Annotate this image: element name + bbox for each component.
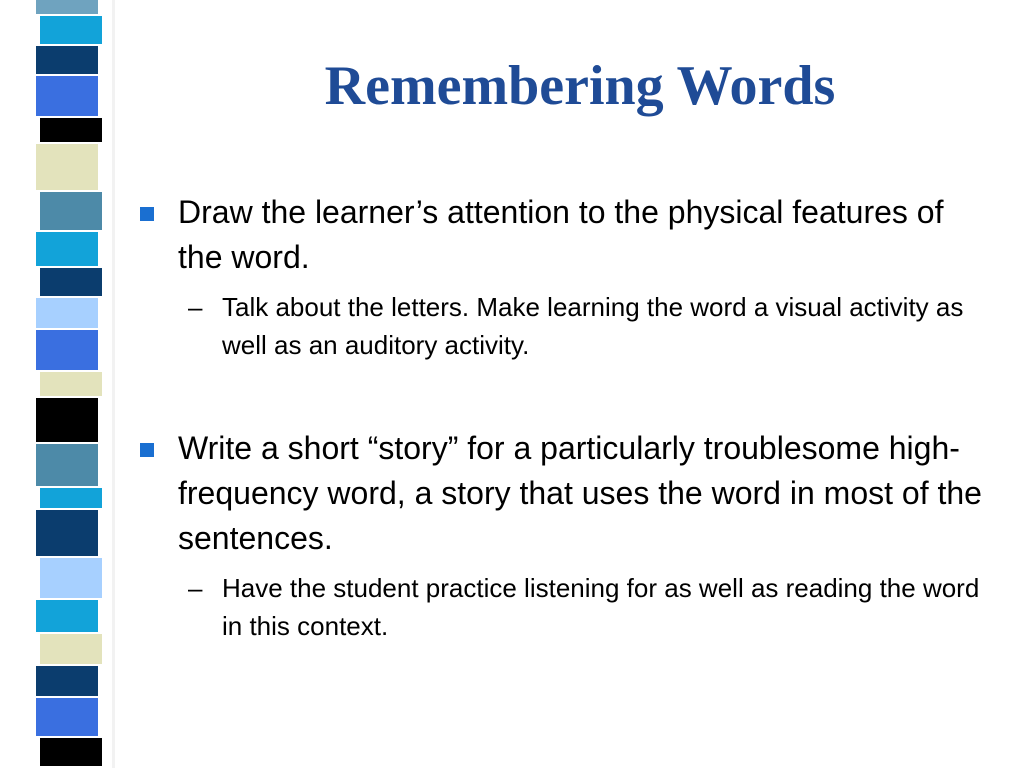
bullet-item bbox=[138, 190, 988, 280]
stripe-band bbox=[36, 666, 98, 698]
stripe-band bbox=[40, 634, 102, 666]
stripe-band bbox=[36, 0, 98, 16]
stripe-band bbox=[36, 330, 98, 372]
stripe-band bbox=[40, 372, 102, 398]
dash-bullet-icon: – bbox=[188, 573, 203, 603]
sub-bullet-item bbox=[138, 288, 988, 364]
stripe-band bbox=[40, 268, 102, 298]
bullet-text: Write a short “story” for a particularly troublesome high-frequency word, a story that uses the word in most of the sentences. bbox=[178, 430, 982, 556]
stripe-edge-line bbox=[112, 0, 115, 768]
dash-bullet-icon: – bbox=[188, 292, 203, 322]
stripe-band bbox=[36, 444, 98, 488]
stripe-band bbox=[36, 46, 98, 76]
square-bullet-icon bbox=[140, 443, 154, 457]
sub-bullet-item bbox=[138, 569, 988, 645]
square-bullet-icon bbox=[140, 207, 154, 221]
bullet-text: Draw the learner’s attention to the physical features of the word. bbox=[178, 194, 944, 275]
slide-title: Remembering Words bbox=[324, 55, 836, 117]
stripe-band bbox=[36, 298, 98, 330]
sub-bullet-text: Talk about the letters. Make learning the word a visual activity as well as an auditory activity. bbox=[222, 292, 964, 360]
stripe-band bbox=[40, 558, 102, 600]
stripe-band bbox=[40, 738, 102, 768]
stripe-band bbox=[40, 192, 102, 232]
stripe-band bbox=[36, 232, 98, 268]
spacer bbox=[138, 364, 988, 426]
decorative-stripe-bar bbox=[0, 0, 118, 768]
stripe-band bbox=[36, 510, 98, 558]
slide-body bbox=[138, 190, 988, 645]
stripe-band bbox=[36, 698, 98, 738]
stripe-band bbox=[36, 600, 98, 634]
stripe-band bbox=[36, 398, 98, 444]
stripe-band bbox=[40, 118, 102, 144]
sub-bullet-text: Have the student practice listening for as well as reading the word in this context. bbox=[222, 573, 980, 641]
stripe-band bbox=[36, 144, 98, 192]
stripe-band bbox=[40, 488, 102, 510]
bullet-item bbox=[138, 426, 988, 561]
stripe-band bbox=[36, 76, 98, 118]
stripe-band bbox=[40, 16, 102, 46]
